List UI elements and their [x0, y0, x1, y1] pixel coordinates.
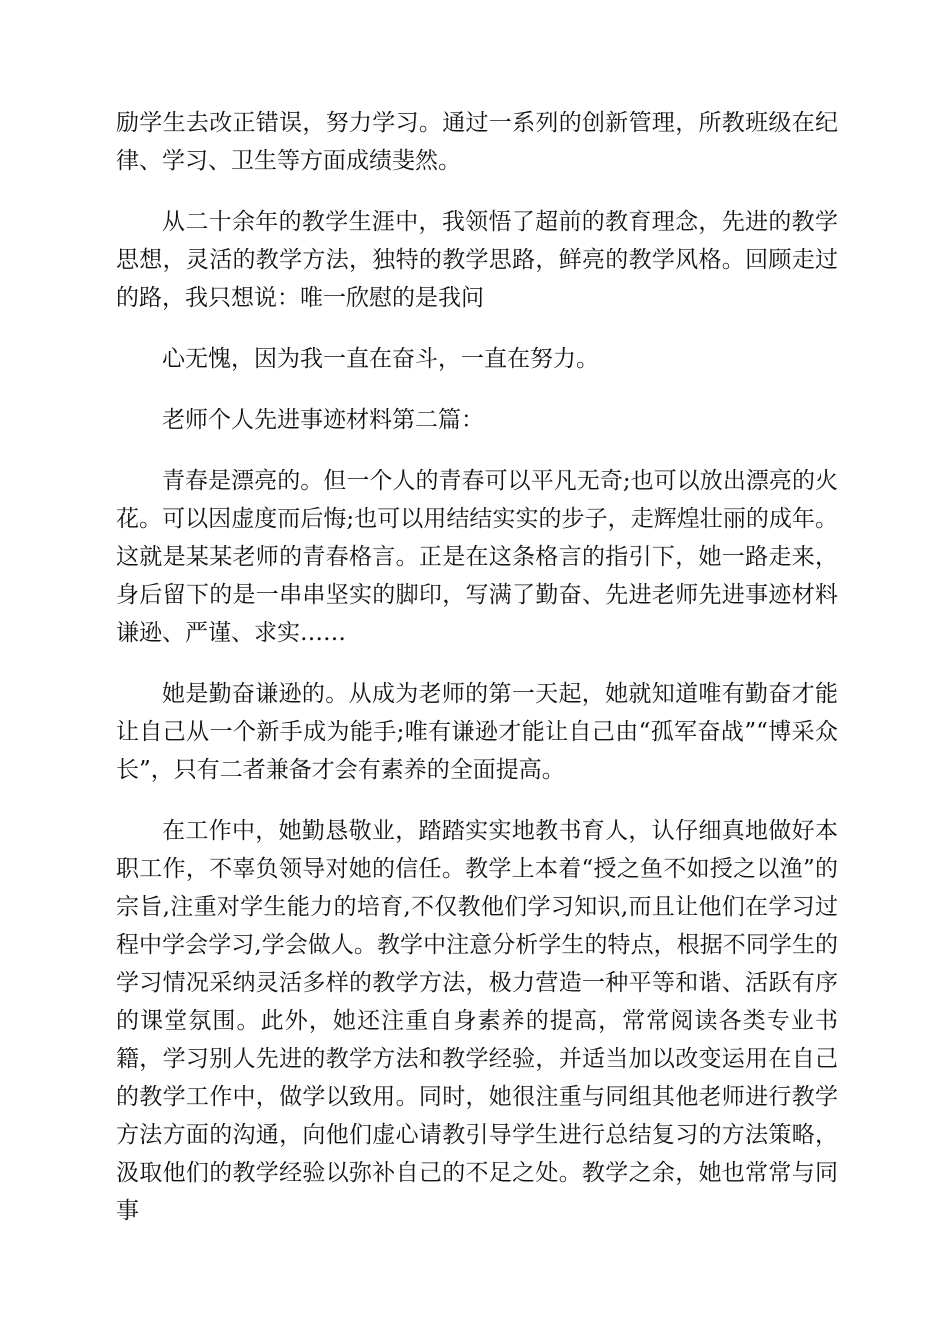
paragraph-work-dedication: 在工作中，她勤恳敬业，踏踏实实地教书育人，认仔细真地做好本职工作，不辜负领导对她的信任。教学上本着“授之鱼不如授之以渔”的宗旨,注重对学生能力的培育,不仅教他们学习知识,而且让他们在学习过程中学会学习,学会做人。教学中注意分析学生的特点，根据不同学生的学习情况采纳灵活多样的教学方法，极力营造一种平等和谐、活跃有序的课堂氛围。此外，她还注重自身素养的提高，常常阅读各类专业书籍，学习别人先进的教学方法和教学经验，并适当加以改变运用在自己的教学工作中，做学以致用。同时，她很注重与同组其他老师进行教学方法方面的沟通，向他们虚心请教引导学生进行总结复习的方法策略，汲取他们的教学经验以弥补自己的不足之处。教学之余，她也常常与同事 [116, 818, 838, 1224]
paragraph-continuation: 励学生去改正错误，努力学习。通过一系列的创新管理，所教班级在纪律、学习、卫生等方面成绩斐然。 [116, 110, 838, 174]
paragraph-conscience: 心无愧，因为我一直在奋斗，一直在努力。 [162, 346, 599, 372]
paragraph-youth-motto: 青春是漂亮的。但一个人的青春可以平凡无奇;也可以放出漂亮的火花。可以因虚度而后悔;也可以用结结实实的步子，走辉煌壮丽的成年。这就是某某老师的青春格言。正是在这条格言的指引下，她一路走来，身后留下的是一串串坚实的脚印，写满了勤奋、先进老师先进事迹材料谦逊、严谨、求实…… [116, 468, 838, 646]
section-heading: 老师个人先进事迹材料第二篇： [162, 407, 484, 433]
document-body [116, 104, 838, 1253]
paragraph-diligent-humble: 她是勤奋谦逊的。从成为老师的第一天起，她就知道唯有勤奋才能让自己从一个新手成为能手;唯有谦逊才能让自己由“孤军奋战”“博采众长”，只有二者兼备才会有素养的全面提高。 [116, 681, 838, 783]
paragraph-teaching-career: 从二十余年的教学生涯中，我领悟了超前的教育理念，先进的教学思想，灵活的教学方法，独特的教学思路，鲜亮的教学风格。回顾走过的路，我只想说：唯一欣慰的是我问 [116, 209, 838, 311]
